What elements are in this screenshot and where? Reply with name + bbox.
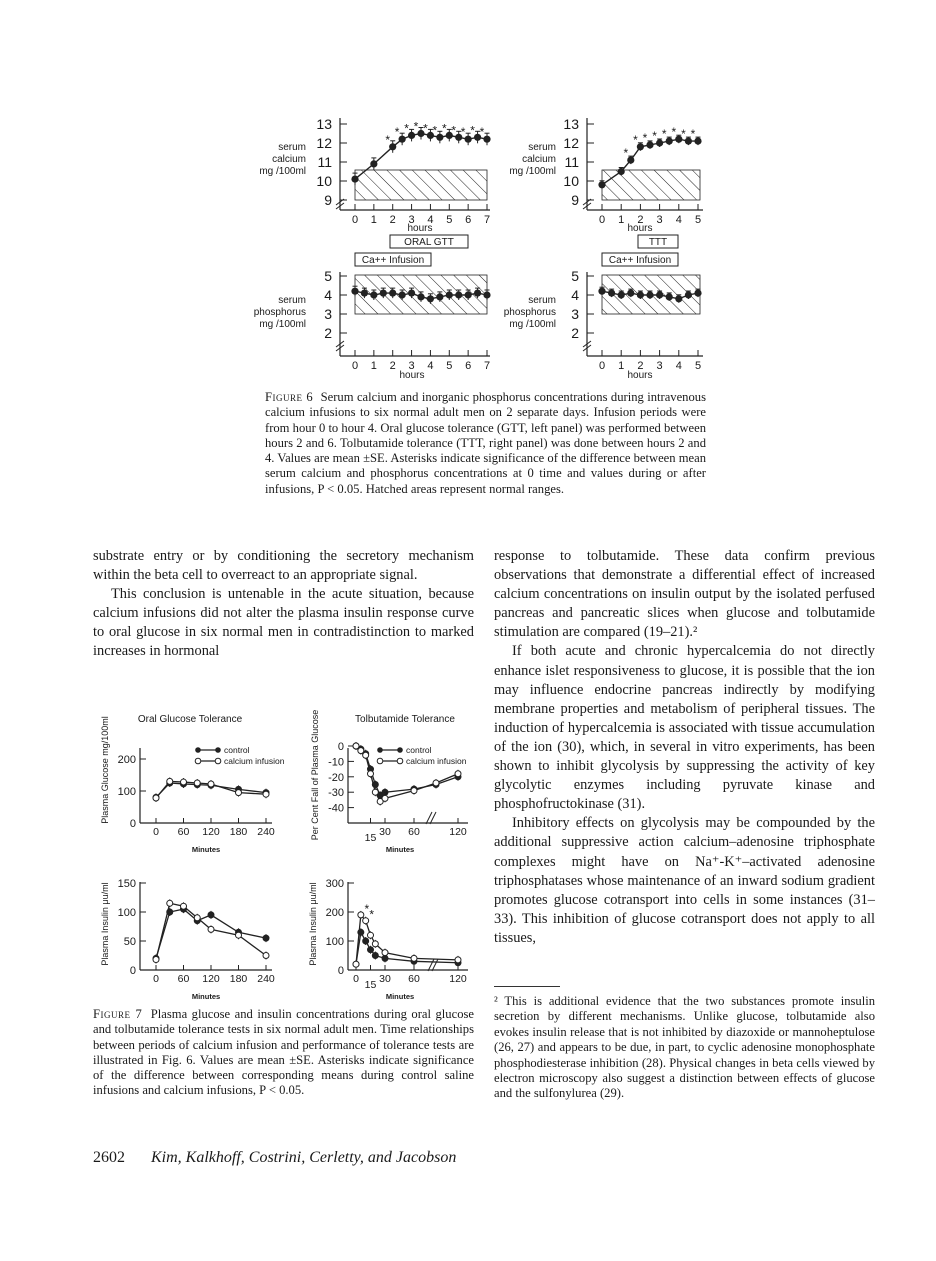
f6-left-ca-ytick-label: 9	[324, 192, 332, 208]
f7-insulin-left-point-calcium	[208, 926, 214, 932]
f7-insulin-left-ytick-label: 0	[129, 965, 136, 977]
f7-glucose-xtick-label: 0	[153, 826, 159, 838]
f6-left-p-xtick-label: 3	[408, 360, 415, 372]
f7-fall-point-calcium	[455, 771, 461, 777]
f6-left-ca-ytick-label: 11	[317, 154, 332, 170]
fig6-left-ca-ylabel-2: calcium	[272, 154, 306, 165]
f6-left-p-point	[474, 290, 481, 297]
f6-left-ca-asterisk: *	[423, 121, 428, 136]
f6-left-ca-ytick-label: 13	[316, 116, 332, 132]
figure-6-caption	[265, 390, 706, 497]
f7-insulin-left-ytick-label: 150	[117, 878, 136, 890]
f6-left-ca-xtick-label: 5	[446, 214, 453, 226]
f6-right-p-point	[646, 291, 653, 298]
f7-insulin-right-point-calcium	[382, 950, 388, 956]
f7-glucose-point-calcium	[167, 778, 173, 784]
f7-glucose-ytick-label: 0	[129, 818, 136, 830]
fig6-left-calcium-panel	[259, 116, 490, 266]
fig6-right-calcium-panel	[509, 116, 703, 266]
fig7-glucose-ylabel: Plasma Glucose mg/100ml	[100, 716, 110, 824]
fig6-right-phosphorus-panel	[504, 268, 703, 381]
f6-right-p-point	[656, 291, 663, 298]
f6-right-ca-point	[598, 181, 605, 188]
f7-insulin-right-point-calcium	[368, 932, 374, 938]
f6-right-p-point	[637, 291, 644, 298]
fig6-left-test-label: ORAL GTT	[404, 237, 454, 248]
f6-left-p-ytick-label: 3	[324, 306, 332, 322]
fig7-xlabel-4: Minutes	[385, 992, 415, 1001]
f6-right-ca-asterisk: *	[681, 127, 686, 142]
figure-6-caption-text: Serum calcium and inorganic phosphorus concentrations during intravenous calcium infusions to six normal adult men on 2 separate days. Infusion periods were from hour 0 to hour 4. Oral glucose tolerance (GTT, left panel) was performed between hours 2 and 6. Tolbutamide tolerance (TTT, right panel) was done between hours 2 and 4. Values are mean ±SE. Asterisks indicate significance of the difference between mean serum calcium and phosphorus concentrations at 0 time and values during or after infusions, P < 0.05. Hatched areas represent normal ranges.	[265, 390, 706, 496]
f6-right-p-xtick-label: 4	[675, 360, 682, 372]
f6-left-ca-ytick-label: 12	[316, 135, 332, 151]
fig6-right-p-ylabel-1: serum	[528, 295, 556, 306]
f6-right-p-xtick-label: 0	[598, 360, 606, 372]
f7-fall-xtick-label: 60	[408, 826, 420, 838]
f7-fall-xtick-label: 120	[449, 826, 467, 838]
fig7-title-right: Tolbutamide Tolerance	[355, 714, 455, 725]
f7-insulin-right-point-calcium	[353, 961, 359, 967]
f7-insulin-right-point-calcium	[411, 955, 417, 961]
f7-insulin-right-point-control	[368, 947, 374, 953]
f7-insulin-left-ytick-label: 100	[117, 907, 136, 919]
f6-right-ca-asterisk: *	[642, 130, 648, 145]
f7-fall-point-calcium	[358, 748, 364, 754]
f7-insulin-right-xtick-label: 15	[364, 979, 377, 991]
f6-left-ca-xtick-label: 1	[370, 214, 377, 226]
f6-left-p-point	[370, 291, 377, 298]
f6-left-ca-ytick-label: 10	[316, 173, 332, 189]
fig7-legend-left	[195, 745, 285, 766]
f7-insulin-left-xtick-label: 180	[229, 973, 248, 985]
f6-right-ca-ytick-label: 13	[563, 116, 579, 132]
fig6-left-infusion-label: Ca++ Infusion	[361, 255, 425, 266]
f6-right-ca-xtick-label: 3	[656, 214, 663, 226]
f6-left-p-point	[446, 291, 453, 298]
f6-left-p-point	[417, 293, 424, 300]
f7-insulin-left-point-calcium	[181, 903, 187, 909]
f7-fall-point-calcium	[368, 771, 374, 777]
f6-left-p-xtick-label: 7	[483, 360, 491, 372]
f6-right-ca-xtick-label: 2	[637, 214, 644, 226]
f6-right-p-xtick-label: 1	[618, 360, 625, 372]
f7-insulin-left-point-control	[263, 935, 269, 941]
f6-right-ca-ytick-label: 9	[571, 192, 579, 208]
f7-insulin-left-xtick-label: 0	[153, 973, 159, 985]
f6-right-p-ytick-label: 5	[571, 268, 579, 284]
f7-insulin-right-ytick-label: 200	[325, 907, 344, 919]
fig7-legend-left-calcium: calcium infusion	[224, 756, 285, 766]
f6-left-ca-xtick-label: 4	[427, 214, 434, 226]
f6-left-ca-asterisk: *	[451, 123, 457, 138]
f6-right-p-xtick-label: 3	[656, 360, 663, 372]
f7-insulin-left-xtick-label: 60	[177, 973, 190, 985]
f7-glucose-point-calcium	[194, 780, 200, 786]
f6-left-ca-asterisk: *	[441, 121, 447, 136]
f6-left-p-xtick-label: 2	[389, 360, 396, 372]
f7-fall-ytick-label: -40	[328, 802, 344, 815]
f7-insulin-left-xtick-label: 120	[202, 973, 220, 985]
f7-insulin-right-point-control	[363, 938, 369, 944]
f6-right-ca-xtick-label: 1	[618, 214, 625, 226]
footnote: ² This is additional evidence that the two substances promote insulin secretion by different mechanisms. Unlike glucose, tolbutamide also evokes insulin release that is not inhibited by diazoxide or mannoheptulose (26, 27) and appears to be due, in part, to cyclic adenosine monophosphate phosphodiesterase inhibition (28). Physical changes in beta cells viewed by electron microscopy also suggest a distinction between effects of glucose and the sulfonylurea (29).	[494, 994, 875, 1101]
fig6-left-ca-ylabel-3: mg /100ml	[259, 166, 306, 177]
fig6-right-p-ylabel-2: phosphorus	[503, 307, 556, 318]
f6-right-ca-asterisk: *	[633, 132, 638, 147]
f7-glucose-xtick-label: 120	[202, 826, 220, 838]
fig6-left-xlabel-top: hours	[407, 223, 433, 234]
fig7-fall-ylabel: Per Cent Fall of Plasma Glucose	[310, 709, 320, 841]
f6-left-p-point	[427, 295, 434, 302]
footnote-rule	[494, 986, 560, 987]
f6-right-p-ytick-label: 3	[571, 306, 579, 322]
f7-fall-ytick-label: -20	[328, 771, 344, 784]
fig6-right-xlabel-top: hours	[627, 223, 653, 234]
f6-right-ca-point	[627, 157, 634, 164]
f6-right-ca-ytick-label: 12	[563, 135, 579, 151]
f6-left-p-ytick-label: 5	[324, 268, 332, 284]
f7-fall-xtick-label: 15	[364, 832, 377, 844]
f7-insulin-left-point-control	[208, 912, 214, 918]
right-column	[494, 547, 875, 948]
f6-left-ca-asterisk: *	[432, 123, 438, 138]
f6-left-ca-asterisk: *	[413, 119, 419, 134]
f6-left-p-ytick-label: 4	[324, 287, 332, 303]
f6-left-p-xtick-label: 1	[370, 360, 377, 372]
f7-fall-point-calcium	[353, 743, 359, 749]
f7-fall-asterisk: *	[383, 788, 389, 803]
f6-right-p-point	[608, 290, 615, 297]
f6-left-p-xtick-label: 0	[351, 360, 359, 372]
f6-left-ca-xtick-label: 2	[389, 214, 396, 226]
f6-left-p-xtick-label: 6	[465, 360, 472, 372]
f6-right-p-point	[694, 290, 701, 297]
f7-insulin-right-line-calcium	[356, 915, 458, 964]
f7-glucose-xtick-label: 60	[177, 826, 190, 838]
f7-insulin-right-point-calcium	[455, 957, 461, 963]
f6-right-p-point	[598, 288, 605, 295]
f6-right-ca-xtick-label: 0	[598, 214, 606, 226]
f7-glucose-ytick-label: 100	[117, 786, 136, 798]
f6-right-ca-asterisk: *	[671, 125, 677, 140]
f7-fall-point-calcium	[433, 780, 439, 786]
f7-insulin-left-ytick-label: 50	[123, 936, 136, 948]
f7-insulin-left-xtick-label: 240	[257, 973, 275, 985]
f6-right-ca-asterisk: *	[652, 129, 657, 143]
f7-insulin-left-point-calcium	[194, 915, 200, 921]
f7-insulin-right-xtick-label: 60	[408, 973, 420, 985]
f6-left-ca-asterisk: *	[385, 132, 391, 147]
f6-left-ca-asterisk: *	[394, 125, 400, 140]
fig7-insulin-ylabel-left: Plasma Insulin μu/ml	[100, 882, 110, 966]
f6-right-ca-ytick-label: 10	[563, 173, 579, 189]
f7-insulin-right-asterisk: *	[369, 907, 375, 922]
f7-insulin-left-point-calcium	[167, 900, 173, 906]
f6-left-ca-xtick-label: 3	[408, 214, 415, 226]
left-col-paragraph-2: This conclusion is untenable in the acute situation, because calcium infusions did not alter the plasma insulin response curve to oral glucose in six normal men in contradistinction to marked increases in hormonal	[93, 586, 474, 660]
fig6-right-ca-ylabel-1: serum	[528, 142, 556, 153]
left-col-paragraph-1: substrate entry or by conditioning the secretory mechanism within the beta cell to overreact to an appropriate signal.	[93, 548, 474, 584]
f7-fall-point-calcium	[363, 752, 369, 758]
f6-left-p-point	[483, 291, 490, 298]
f7-insulin-left-point-calcium	[236, 932, 242, 938]
f6-right-p-point	[618, 291, 625, 298]
f7-insulin-right-xtick-label: 30	[379, 973, 391, 985]
fig6-right-test-label: TTT	[648, 237, 668, 248]
f6-left-ca-asterisk: *	[404, 121, 409, 136]
f6-right-p-point	[627, 290, 634, 297]
f7-insulin-right-point-calcium	[372, 941, 378, 947]
f6-left-ca-point	[399, 136, 406, 143]
f6-left-ca-point	[370, 160, 377, 167]
fig6-left-ca-ylabel-1: serum	[278, 142, 306, 153]
f7-insulin-right-point-calcium	[363, 918, 369, 924]
fig6-right-p-ylabel-3: mg /100ml	[509, 319, 556, 330]
f6-right-ca-asterisk: *	[623, 146, 629, 161]
f6-right-p-xtick-label: 5	[694, 360, 702, 372]
f6-right-ca-ytick-label: 11	[564, 154, 579, 170]
fig7-xlabel-2: Minutes	[385, 845, 415, 854]
f6-left-p-point	[361, 290, 368, 297]
fig7-legend-right-control: control	[406, 745, 432, 755]
f7-insulin-left-point-calcium	[263, 953, 269, 959]
f6-left-ca-xtick-label: 0	[351, 214, 359, 226]
f6-right-ca-asterisk: *	[690, 127, 696, 142]
f6-left-p-point	[408, 290, 415, 297]
f6-right-ca-xtick-label: 4	[675, 214, 682, 226]
fig6-left-phosphorus-panel	[254, 268, 491, 381]
f6-left-ca-asterisk: *	[479, 125, 485, 140]
f7-glucose-ytick-label: 200	[117, 754, 136, 766]
f6-left-ca-xtick-label: 6	[465, 214, 472, 226]
fig7-legend-right-calcium: calcium infusion	[406, 756, 467, 766]
left-column	[93, 547, 474, 662]
figure-6-label: Figure 6	[265, 390, 314, 404]
figure-7-label: Figure 7	[93, 1007, 143, 1021]
f6-left-ca-asterisk: *	[460, 125, 466, 140]
fig6-left-xlabel-bottom: hours	[399, 370, 425, 381]
fig6-left-p-ylabel-3: mg /100ml	[259, 319, 306, 330]
figure-6	[254, 116, 703, 381]
f6-left-p-point	[389, 290, 396, 297]
f7-fall-ytick-label: -30	[328, 787, 344, 800]
f7-insulin-right-point-calcium	[358, 912, 364, 918]
f7-fall-ytick-label: 0	[337, 741, 344, 753]
f6-right-p-point	[685, 291, 692, 298]
f6-left-p-ytick-label: 2	[324, 325, 332, 341]
f7-insulin-right-xtick-label: 120	[449, 973, 467, 985]
f6-left-p-xtick-label: 5	[446, 360, 453, 372]
f6-right-p-ytick-label: 4	[571, 287, 579, 303]
f6-left-ca-point	[389, 143, 396, 150]
fig7-legend-right	[377, 745, 467, 766]
f7-insulin-left-point-calcium	[153, 957, 159, 963]
fig7-xlabel-1: Minutes	[191, 845, 221, 854]
fig6-left-p-ylabel-2: phosphorus	[253, 307, 306, 318]
f7-insulin-right-point-control	[372, 953, 378, 959]
f6-left-p-point	[351, 288, 358, 295]
fig7-title-left: Oral Glucose Tolerance	[137, 714, 243, 725]
figure-7-caption-text: Plasma glucose and insulin concentrations during oral glucose and tolbutamide tolerance tests in six normal adult men. Time relationships between periods of calcium infusion and performance of tolerance tests are illustrated in Fig. 6. Values are mean ±SE. Asterisks indicate significance of the difference between corresponding means during control saline infusions and calcium infusions, P < 0.05.	[93, 1007, 474, 1098]
fig7-xlabel-3: Minutes	[191, 992, 221, 1001]
f6-right-ca-xtick-label: 5	[694, 214, 702, 226]
page-number: 2602	[93, 1149, 125, 1166]
f6-left-p-point	[436, 293, 443, 300]
f6-left-ca-asterisk: *	[470, 123, 475, 138]
f6-right-ca-point	[694, 138, 701, 145]
f6-right-ca-point	[618, 168, 625, 175]
running-authors: Kim, Kalkhoff, Costrini, Cerletty, and Jacobson	[151, 1149, 457, 1166]
f6-left-p-point	[399, 291, 406, 298]
f7-glucose-xtick-label: 240	[257, 826, 275, 838]
fig6-right-infusion-label: Ca++ Infusion	[608, 255, 672, 266]
page-footer	[93, 1149, 456, 1167]
f6-right-p-point	[675, 295, 682, 302]
fig6-right-ca-ylabel-3: mg /100ml	[509, 166, 556, 177]
f7-fall-ytick-label: -10	[328, 756, 344, 769]
f7-fall-point-calcium	[372, 789, 378, 795]
f7-fall-xtick-label: 30	[379, 826, 391, 838]
f7-glucose-point-calcium	[181, 779, 187, 785]
f6-left-p-point	[465, 291, 472, 298]
f6-right-ca-asterisk: *	[661, 127, 667, 142]
f6-left-ca-point	[351, 176, 358, 183]
f7-insulin-right-ytick-label: 0	[337, 965, 344, 977]
f6-left-p-xtick-label: 4	[427, 360, 434, 372]
figure-7-caption	[93, 1007, 474, 1099]
fig6-left-p-ylabel-1: serum	[278, 295, 306, 306]
f7-glucose-xtick-label: 180	[229, 826, 248, 838]
right-col-paragraph-3: Inhibitory effects on glycolysis may be compounded by the additional suppressive action calcium–adenosine triphosphate complexes might have on Na⁺-K⁺–activated adenosine triphosphatases whose maintenance of an inward sodium gradient promotes glucose cotransport into cells in some instances (31–33). This inhibition of glucose cotransport does not apply to all tissues,	[494, 815, 875, 946]
f6-right-p-xtick-label: 2	[637, 360, 644, 372]
right-col-paragraph-2: If both acute and chronic hypercalcemia do not directly enhance islet responsiveness to glucose, it is possible that the ion may influence endocrine pancreas indirectly by modifying membrane properties and metabolism of peripheral tissues. The induction of hypercalcemia is associated with tissue accumulation of the ion (30), which, in several in vitro experiments, has been shown to inhibit glycolysis by suppressing the activity of key glycolytic enzymes including pyruvate kinase and phosphofructokinase (31).	[494, 643, 875, 813]
f6-left-ca-xtick-label: 7	[483, 214, 491, 226]
f7-fall-point-calcium	[411, 788, 417, 794]
fig6-right-ca-ylabel-2: calcium	[522, 154, 556, 165]
fig7-legend-left-control: control	[224, 745, 250, 755]
f7-glucose-point-calcium	[263, 791, 269, 797]
f7-insulin-right-xtick-label: 0	[353, 973, 359, 985]
f6-left-p-point	[380, 290, 387, 297]
fig6-left-ca-normal-range	[355, 170, 487, 200]
f7-glucose-point-calcium	[236, 790, 242, 796]
f6-left-ca-point	[483, 136, 490, 143]
f7-insulin-right-asterisk: *	[364, 901, 370, 916]
f6-right-p-point	[666, 293, 673, 300]
f7-insulin-right-ytick-label: 100	[325, 936, 344, 948]
fig7-insulin-ylabel-right: Plasma Insulin μu/ml	[308, 882, 318, 966]
f6-right-p-ytick-label: 2	[571, 325, 579, 341]
fig6-right-xlabel-bottom: hours	[627, 370, 653, 381]
f7-insulin-right-ytick-label: 300	[325, 878, 344, 890]
right-col-paragraph-1: response to tolbutamide. These data confirm previous observations that demonstrate a differential effect of increased calcium concentrations on insulin output by the isolated perfused pancreas and pancreatic slices when glucose and tolbutamide stimulation are compared (19–21).²	[494, 548, 875, 641]
f7-glucose-point-calcium	[208, 781, 214, 787]
figure-7	[100, 710, 468, 1001]
f6-left-p-point	[455, 291, 462, 298]
f7-glucose-point-calcium	[153, 795, 159, 801]
